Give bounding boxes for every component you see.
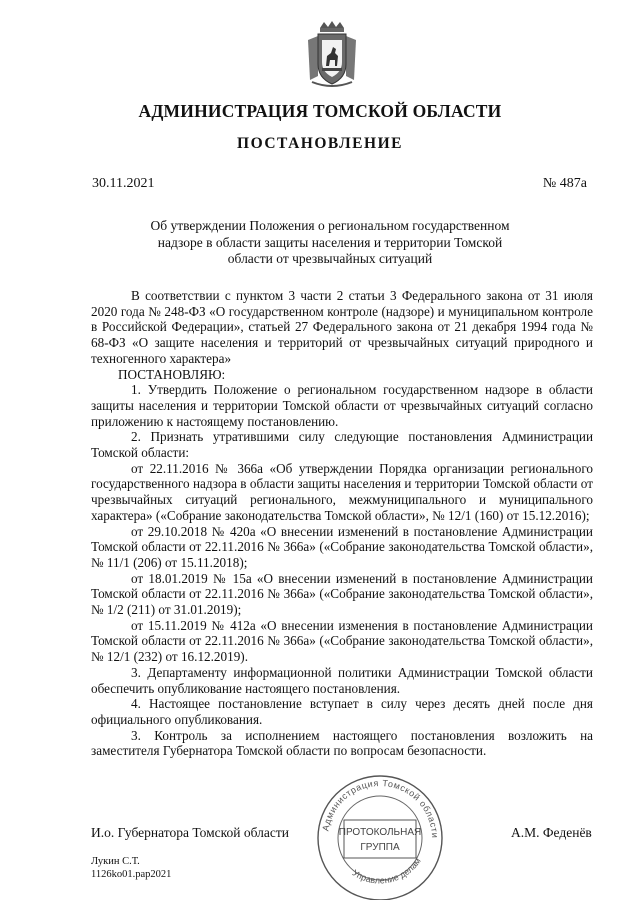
subject-line: надзоре в области защиты населения и территории Томской [157,234,503,250]
repealed-item: от 18.01.2019 № 15а «О внесении изменений в постановление Администрации Томской области от 22.11.2016 № 366а» («Собрание законодательства Томской области», № 1/2 (211) от 31.01.2019); [91,570,593,618]
organization-title: АДМИНИСТРАЦИЯ ТОМСКОЙ ОБЛАСТИ [138,101,502,121]
clause-paragraph: 3. Департаменту информационной политики Администрации Томской области обеспечить опубликование настоящего постановления. [91,664,593,696]
subject-line: области от чрезвычайных ситуаций [227,251,433,266]
preamble-paragraph: В соответствии с пунктом 3 части 2 статьи 3 Федерального закона от 31 июля 2020 года № 248-ФЗ «О государственном контроле (надзоре) и муниципальном контроле в Российской Федерации», статьей 27 Федерального закона от 21 декабря 1994 года № 68-ФЗ «О защите населения и территорий от чрезвычайных ситуаций природного и техногенного характера» [91,288,593,366]
signatory-name: А.М. Феденёв [511,825,592,840]
repealed-item: от 15.11.2019 № 412а «О внесении изменения в постановление Администрации Томской области от 22.11.2016 № 366а» («Собрание законодательства Томской области», № 12/1 (232) от 16.12.2019). [91,617,593,665]
stamp-outer-bottom: Управление делам [350,855,423,886]
subject-line: Об утверждении Положения о региональном государственном [150,218,510,233]
stamp-inner-line2: ГРУППА [360,842,400,853]
document-number: № 487а [542,176,587,191]
footer-info [91,855,171,881]
clause-paragraph: 3. Контроль за исполнением настоящего постановления возложить на заместителя Губернатора Томской области по вопросам безопасности. [91,727,593,759]
document-body [91,288,593,759]
clause-paragraph: 4. Настоящее постановление вступает в силу через десять дней после дня официального опубликования. [91,696,593,727]
repealed-item: от 22.11.2016 № 366а «Об утверждении Порядка организации регионального государственного надзора в области защиты населения и территории Томской области от чрезвычайных ситуаций регионального, межмуниципального и муниципального характера» («Собрание законодательства Томской области», № 12/1 (160) от 15.12.2016); [91,460,593,523]
document-type: ПОСТАНОВЛЕНИЕ [237,135,403,152]
signatory-position: И.о. Губернатора Томской области [91,825,289,840]
decree-heading: ПОСТАНОВЛЯЮ: [118,366,226,382]
clause-paragraph: 2. Признать утратившими силу следующие постановления Администрации Томской области: [91,429,593,461]
official-stamp [310,770,450,900]
stamp-outer-text: Администрация Томской области [320,777,441,839]
repealed-item: от 29.10.2018 № 420а «О внесении изменений в постановление Администрации Томской области от 22.11.2016 № 366а» («Собрание законодательства Томской области», № 11/1 (206) от 15.11.2018); [91,523,593,570]
footer-file: 1126ko01.pap2021 [91,869,172,880]
footer-author: Лукин С.Т. [91,856,140,867]
document-date: 30.11.2021 [92,176,155,191]
coat-of-arms-emblem [300,20,364,90]
stamp-inner-line1: ПРОТОКОЛЬНАЯ [338,827,422,838]
clause-paragraph: 1. Утвердить Положение о региональном государственном надзоре в области защиты населения и территории Томской области от чрезвычайных ситуаций согласно приложению к настоящему постановлению. [91,382,593,429]
document-subject [130,218,530,268]
